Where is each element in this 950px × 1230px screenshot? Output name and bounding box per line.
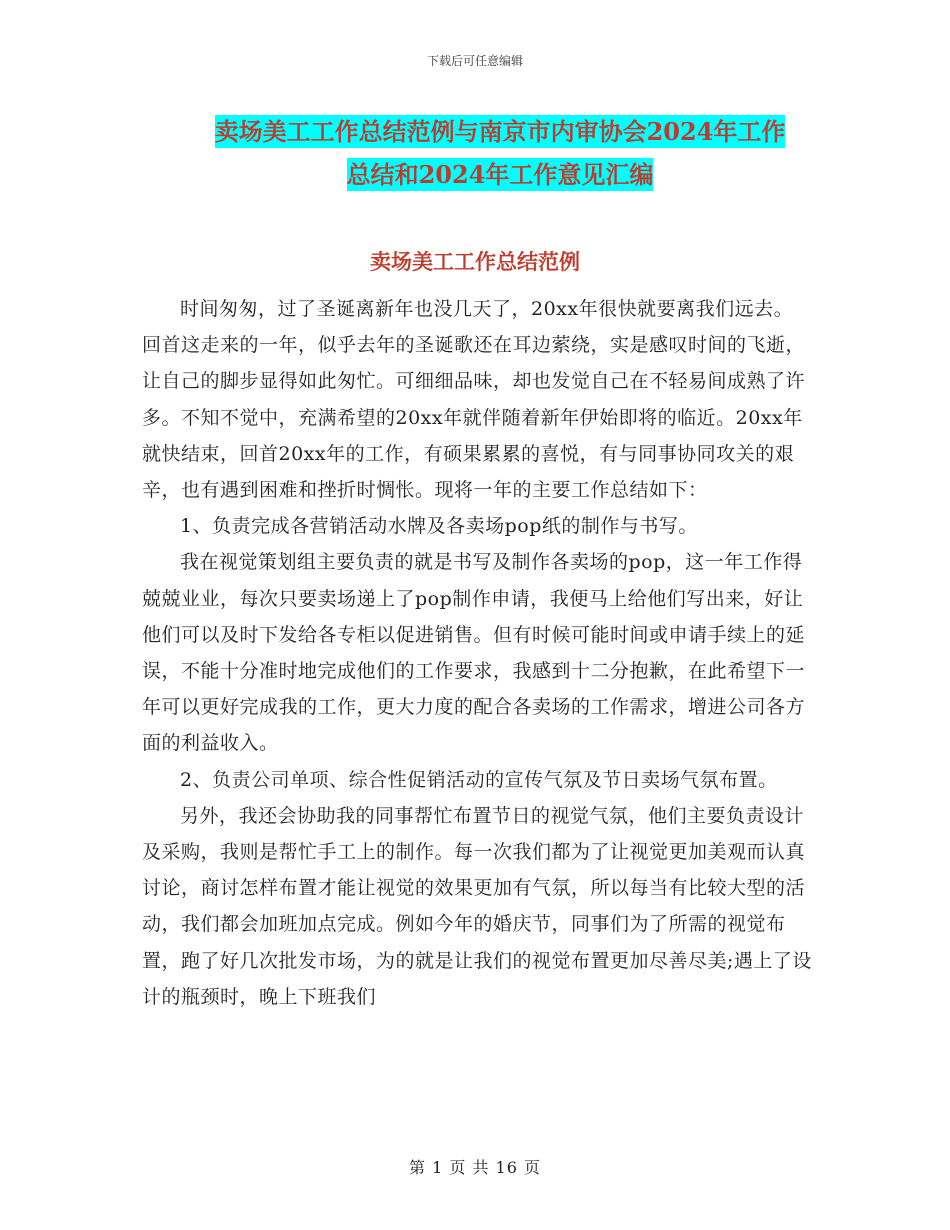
document-title [150,110,850,196]
body-paragraph: 我在视觉策划组主要负责的就是书写及制作各卖场的pop，这一年工作得兢兢业业，每次只要卖场递上了pop制作申请，我便马上给他们写出来，好让他们可以及时下发给各专柜以促进销售。但有时候可能时间或申请手续上的延误，不能十分准时地完成他们的工作要求，我感到十二分抱歉，在此希望下一年可以更好完成我的工作，更大力度的配合各卖场的工作需求，增进公司各方面的利益收入。 [142,551,806,755]
body-paragraph: 1、负责完成各营销活动水牌及各卖场pop纸的制作与书写。 [180,515,698,538]
page-header-note: 下载后可任意编辑 [426,54,523,68]
section-title: 卖场美工工作总结范例 [370,249,580,274]
document-title-line-1: 卖场美工工作总结范例与南京市内审协会2024年工作 [214,117,786,146]
body-paragraph: 另外，我还会协助我的同事帮忙布置节日的视觉气氛，他们主要负责设计及采购，我则是帮忙手工上的制作。每一次我们都为了让视觉更加美观而认真讨论，商讨怎样布置才能让视觉的效果更加有气氛，所以每当有比较大型的活动，我们都会加班加点完成。例如今年的婚庆节，同事们为了所需的视觉布置，跑了好几次批发市场，为的就是让我们的视觉布置更加尽善尽美;遇上了设计的瓶颈时，晚上下班我们 [142,804,812,1008]
document-body [142,291,812,1015]
document-title-line-2: 总结和2024年工作意见汇编 [346,160,654,189]
body-paragraph: 2、负责公司单项、综合性促销活动的宣传气氛及节日卖场气氛布置。 [180,768,778,791]
body-paragraph: 时间匆匆，过了圣诞离新年也没几天了，20xx年很快就要离我们远去。回首这走来的一年，似乎去年的圣诞歌还在耳边萦绕，实是感叹时间的飞逝，让自己的脚步显得如此匆忙。可细细品味，却也发觉自己在不轻易间成熟了许多。不知不觉中，充满希望的20xx年就伴随着新年伊始即将的临近。20xx年就快结束，回首20xx年的工作，有硕果累累的喜悦，有与同事协同攻关的艰辛，也有遇到困难和挫折时惆怅。现将一年的主要工作总结如下： [142,298,806,502]
page-number-footer: 第 1 页 共 16 页 [409,1158,541,1177]
